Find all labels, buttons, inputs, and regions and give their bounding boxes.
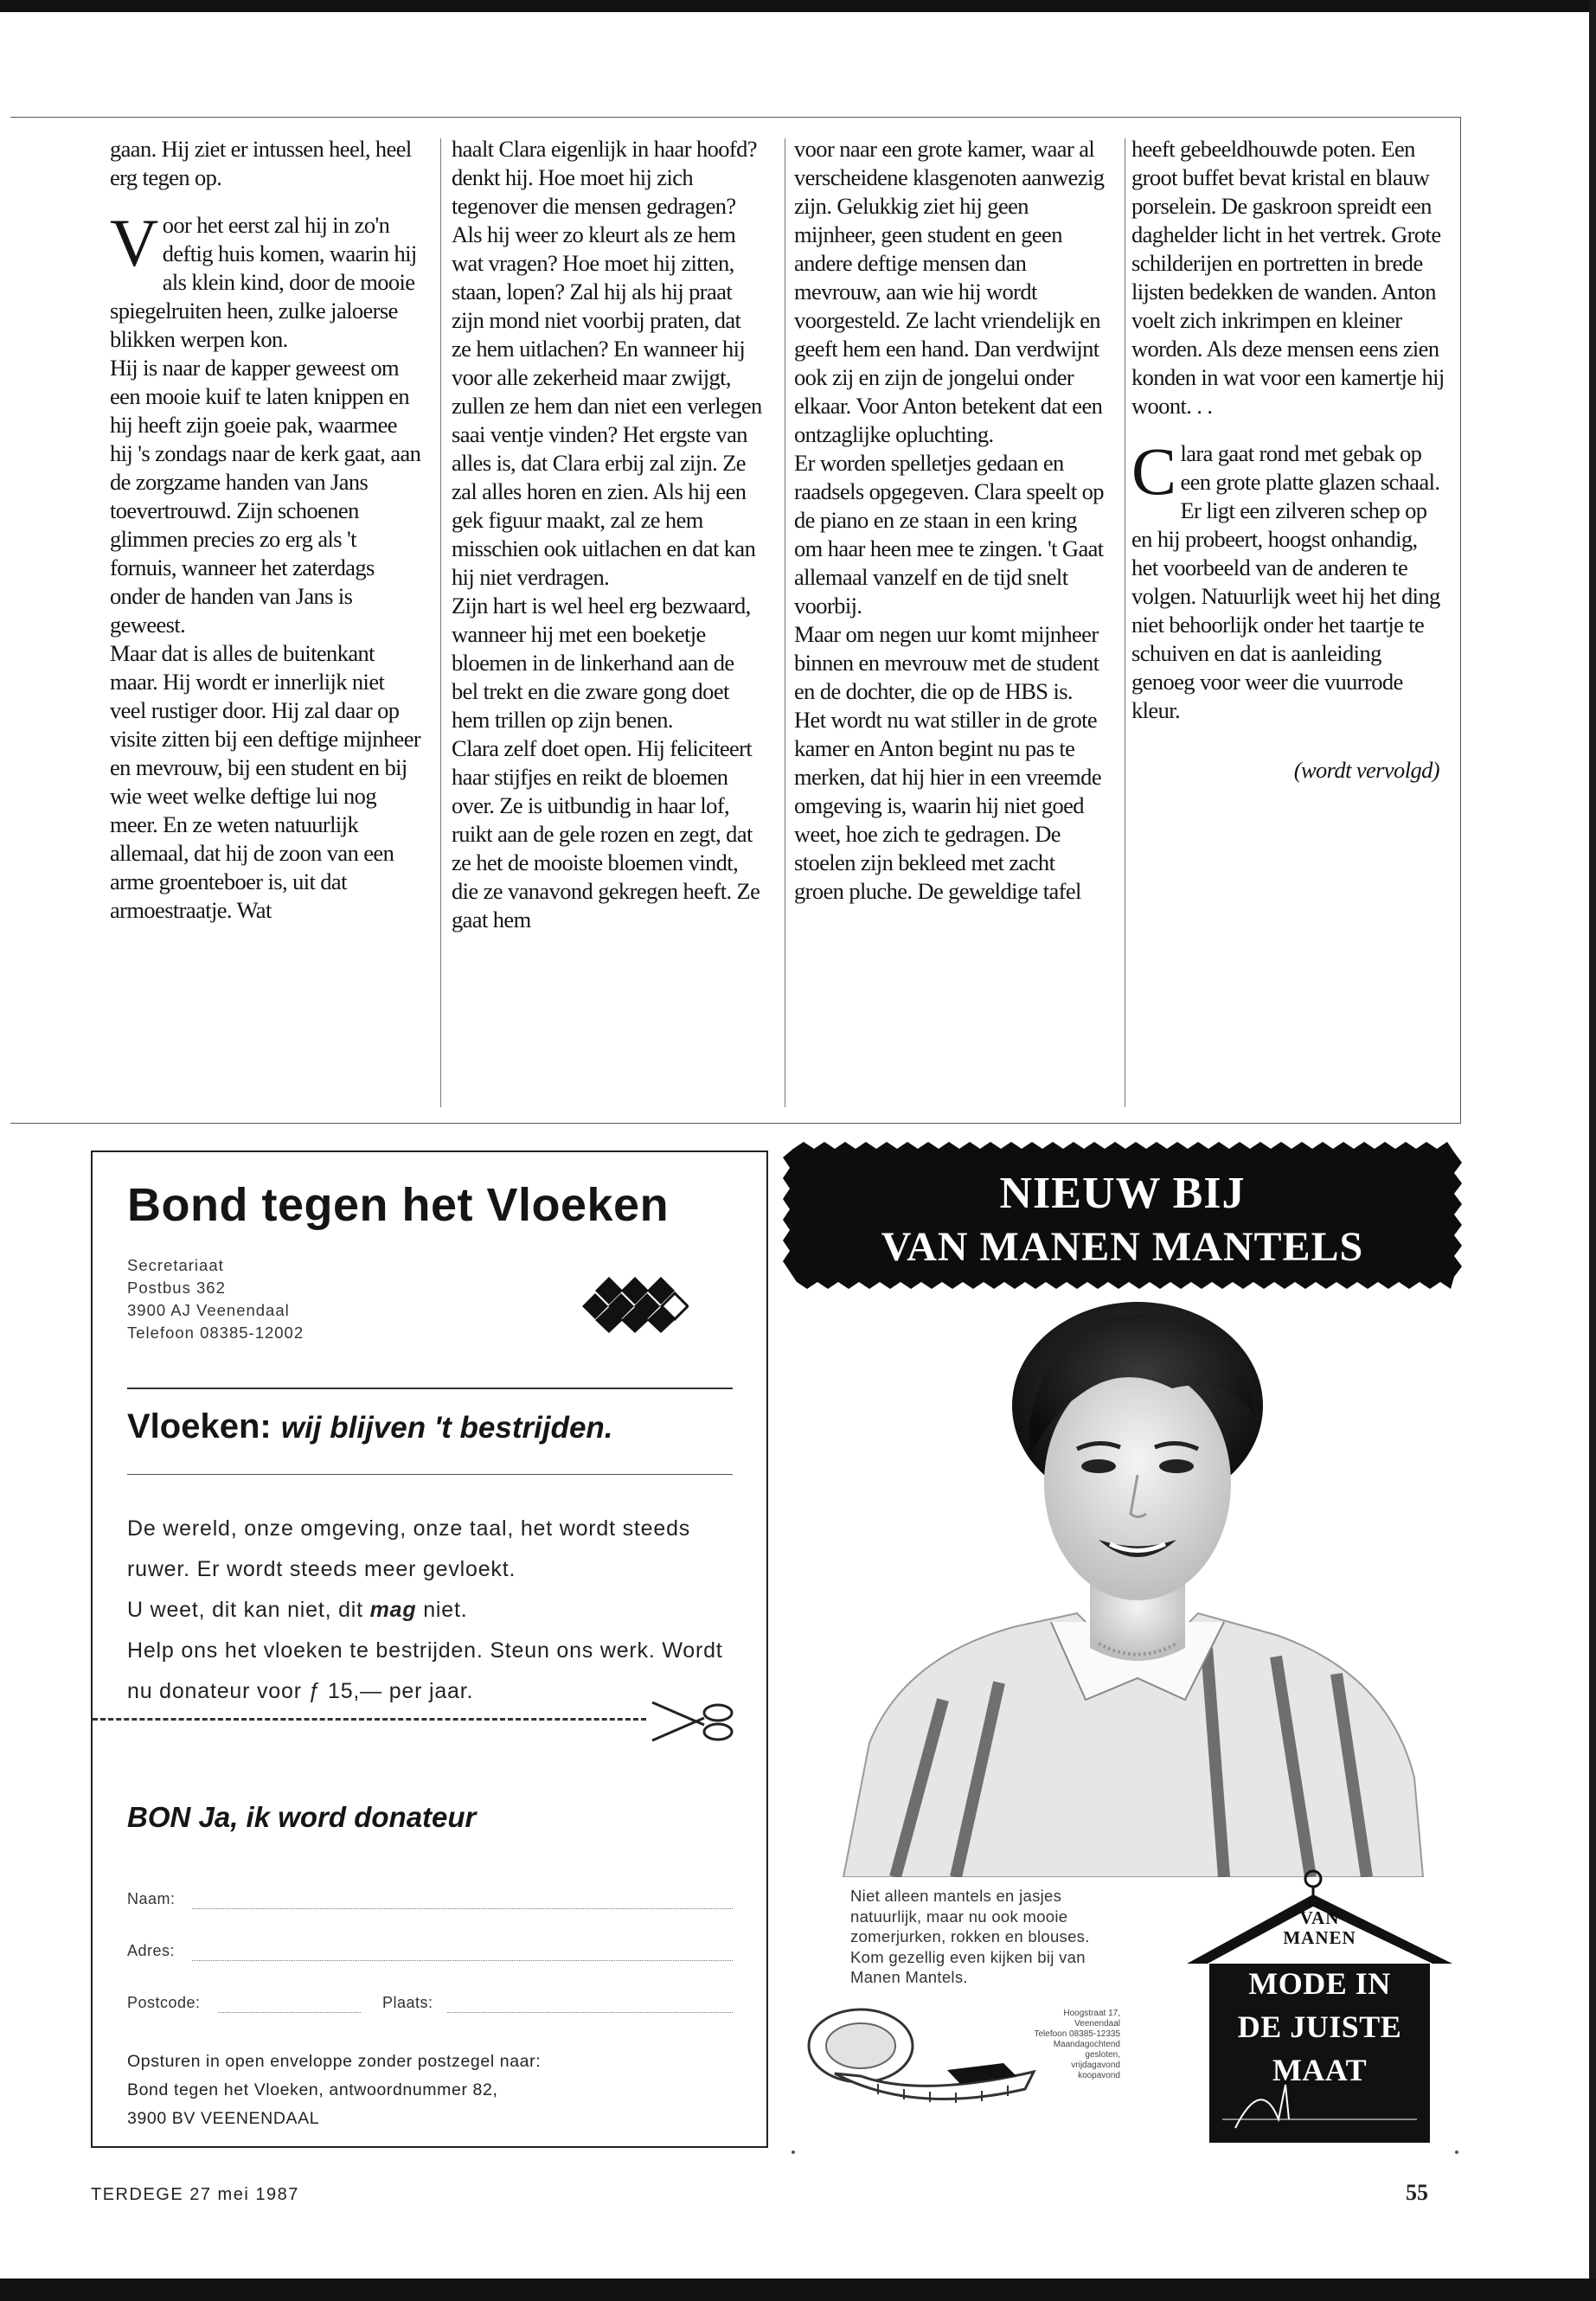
- house-logo-icon: [1183, 1860, 1456, 2145]
- divider: [127, 1474, 733, 1475]
- bond-body-text: De wereld, onze omgeving, onze taal, het wordt steeds ruwer. Er wordt steeds meer gevloekt. U weet, dit kan niet, dit mag niet. Help ons het vloeken te bestrijden. Steun ons werk. Wordt nu donateur voor ƒ 15,— per jaar.: [127, 1516, 723, 1703]
- story-paragraph: Er worden spelletjes gedaan en raadsels opgegeven. Clara speelt op de piano en ze staan in een kring om haar heen mee te zingen. 't Gaat allemaal vanzelf en de tijd snelt voorbij.: [794, 450, 1104, 619]
- story-paragraph: Maar dat is alles de buitenkant maar. Hij wordt er innerlijk niet veel rustiger door. Hij zal daar op visite zitten bij een deftige mijnheer en mevrouw, bij een student en bij wie weet welke deftige lui nog meer. En ze weten natuurlijk allemaal, dat hij de zoon van een arme groenteboer is, uit dat armoestraatje. Wat: [110, 640, 421, 923]
- city-label: Plaats:: [382, 1994, 433, 2011]
- name-field[interactable]: [192, 1908, 733, 1909]
- ad-headline-line-1: NIEUW BIJ: [999, 1169, 1246, 1218]
- ad-headline-line-2: VAN MANEN MANTELS: [881, 1224, 1364, 1270]
- story-paragraph: Zijn hart is wel heel erg bezwaard, wanneer hij met een boeketje bloemen in de linkerhand aan de bel trekt en die zware gong doet hem trillen op zijn benen.: [452, 593, 751, 733]
- model-photo: [792, 1293, 1462, 1877]
- van-manen-advertisement: [783, 1142, 1462, 2150]
- logo-manen: MANEN: [1283, 1927, 1356, 1948]
- scan-top-edge: [0, 0, 1596, 12]
- name-label: Naam:: [127, 1890, 176, 1907]
- postcode-label: Postcode:: [127, 1994, 201, 2011]
- story-paragraph: Clara gaat rond met gebak op een grote platte glazen schaal. Er ligt een zilveren schep op en hij probeert, hoogst onhandig, het voorbeeld van de anderen te volgen. Natuurlijk weet hij het ding niet behoorlijk onder het taartje te schuiven en dat is aanleiding genoeg voor weer die vuurrode kleur.: [1131, 433, 1440, 723]
- shop-address: Hoogstraat 17, Veenendaal Telefoon 08385-12335 Maandagochtend gesloten, vrijdagavond koopavond: [1034, 2009, 1120, 2080]
- registration-dot: [792, 2150, 795, 2154]
- to-be-continued: (wordt vervolgd): [1293, 757, 1439, 783]
- cut-line: [93, 1718, 646, 1721]
- ad-copy-text: Niet alleen mantels en jasjes natuurlijk, maar nu ook mooie zomerjurken, rokken en blouses. Kom gezellig even kijken bij van Manen Mantels.: [850, 1887, 1090, 1986]
- logo-slogan-1: MODE IN: [1248, 1966, 1391, 2001]
- van-manen-logo: [1183, 1860, 1456, 2145]
- logo-slogan-3: MAAT: [1272, 2053, 1368, 2087]
- registration-dot: [1455, 2150, 1458, 2154]
- story-paragraph: Clara zelf doet open. Hij feliciteert haar stijfjes en reikt de bloemen over. Ze is uitbundig in haar lof, ruikt aan de gele rozen en zegt, dat ze het de mooiste bloemen vindt, die ze vanavond gekregen heeft. Ze gaat hem: [452, 735, 760, 933]
- address-label: Adres:: [127, 1942, 176, 1959]
- postcode-field[interactable]: [218, 2012, 361, 2013]
- story-column-1: [110, 135, 423, 925]
- scan-right-edge: [1589, 0, 1596, 2301]
- story-paragraph: voor naar een grote kamer, waar al verscheidene klasgenoten aanwezig zijn. Gelukkig ziet hij geen mijnheer, geen student en geen andere deftige mensen dan mevrouw, aan wie hij wordt voorgesteld. Ze lacht vriendelijk en geeft hem een hand. Dan verdwijnt ook zij en zijn de jongelui onder elkaar. Voor Anton betekent dat een ontzaglijke opluchting.: [794, 136, 1105, 447]
- logo-slogan-2: DE JUISTE: [1237, 2009, 1402, 2044]
- story-continuation: [10, 117, 1461, 1124]
- story-paragraph: Voor het eerst zal hij in zo'n deftig huis komen, waarin hij als klein kind, door de mooie spiegelruiten heen, zulke jaloerse blikken werpen kon.: [110, 205, 417, 352]
- story-column-3: [794, 135, 1107, 906]
- page-number: 55: [1406, 2180, 1428, 2205]
- bond-diamond-logo-icon: [581, 1266, 689, 1336]
- bond-address: Secretariaat Postbus 362 3900 AJ Veenendaal Telefoon 08385-12002: [127, 1256, 304, 1342]
- story-paragraph: heeft gebeeldhouwde poten. Een groot buffet bevat kristal en blauw porselein. De gaskroon spreidt een daghelder licht in het vertrek. Grote schilderijen en portretten in brede lijsten bedekken de wanden. Anton voelt zich inkrimpen en kleiner worden. Als deze mensen eens zien konden in wat voor een kamertje hij woont. . .: [1131, 136, 1445, 419]
- column-rule: [440, 138, 441, 1107]
- measuring-tape-icon: [800, 1994, 1042, 2115]
- address-field[interactable]: [192, 1960, 733, 1961]
- story-column-2: [452, 135, 765, 934]
- story-column-4: [1131, 135, 1445, 785]
- story-paragraph: gaan. Hij ziet er intussen heel, heel erg tegen op.: [110, 136, 412, 190]
- magazine-issue: TERDEGE 27 mei 1987: [91, 2185, 299, 2204]
- story-paragraph: Hij is naar de kapper geweest om een mooie kuif te laten knippen en hij heeft zijn goeie pak, waarmee hij 's zondags naar de kerk gaat, aan de zorgzame handen van Jans toevertrouwd. Zijn schoenen glimmen precies zo erg als 't fornuis, wanneer het zaterdags onder de handen van Jans is geweest.: [110, 355, 421, 638]
- scan-bottom-edge: [0, 2279, 1596, 2301]
- bond-slogan: Vloeken: wij blijven 't bestrijden.: [127, 1407, 613, 1445]
- scissors-icon: [651, 1695, 737, 1747]
- city-field[interactable]: [447, 2012, 733, 2013]
- logo-van: VAN: [1299, 1907, 1340, 1928]
- drop-cap: V: [110, 205, 158, 280]
- story-paragraph: Maar om negen uur komt mijnheer binnen en mevrouw met de student en de dochter, die op de HBS is. Het wordt nu wat stiller in de grote kamer en Anton begint nu pas te merken, dat hij hier in een vreemde omgeving is, waarin hij niet goed weet, hoe zich te gedragen. De stoelen zijn bekleed met zacht groen pluche. De geweldige tafel: [794, 621, 1101, 904]
- bond-title: Bond tegen het Vloeken: [127, 1179, 670, 1231]
- divider: [127, 1388, 733, 1389]
- drop-cap: C: [1131, 433, 1176, 509]
- story-paragraph: haalt Clara eigenlijk in haar hoofd? denkt hij. Hoe moet hij zich tegenover die mensen gedragen? Als hij weer zo kleurt als ze hem wat vragen? Hoe moet hij zitten, staan, lopen? Zal hij als hij praat zijn mond niet voorbij praten, dat ze hem uitlachen? En wanneer hij voor alle zekerheid maar zwijgt, zullen ze hem dan niet een verlegen saai ventje vinden? Het ergste van alles is, dat Clara erbij zal zijn. Ze zal alles horen en zien. Als hij een gek figuur maakt, zal ze hem misschien ook uitlachen en dat kan hij niet verdragen.: [452, 136, 762, 590]
- mailing-instructions: Opsturen in open enveloppe zonder postzegel naar: Bond tegen het Vloeken, antwoordnummer 82, 3900 BV VEENENDAAL: [127, 2052, 542, 2128]
- bond-advertisement: [91, 1150, 768, 2148]
- coupon-title: BON Ja, ik word donateur: [127, 1801, 477, 1833]
